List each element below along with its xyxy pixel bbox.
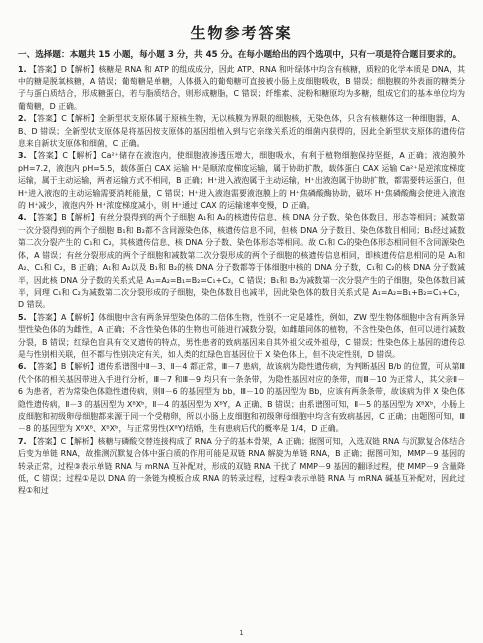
answer-number: 1.: [18, 64, 27, 74]
answer-number: 2.: [18, 114, 27, 124]
page-number: 1: [239, 629, 244, 637]
answer-text: 【答案】D【解析】核糖是 RNA 和 ATP 的组成成分，因此 ATP、RNA 和叶绿体中均含有核糖，质粒的化学本质是 DNA，其中的糖是脱氧核糖，A 错误；葡萄糖是单糖，人体摄入的葡萄糖可直接被小肠上皮细胞吸收，B 错误；细胞膜的外表面的糖类分子与蛋白质结合，形成糖蛋白，若与脂质结合，则形成糖脂，C 错误；纤维素、淀粉和糖原均为多糖，组成它们的基本单位均为葡萄糖，D 正确。: [18, 64, 465, 111]
answer-text: 【答案】B【解析】有丝分裂得到的两个子细胞 A₁和 A₂的核遗传信息、核 DNA 分子数、染色体数目、形态等相同；减数第一次分裂得到的两个子细胞 B₁和 B₂都不含同源染色体，核遗传信息不同，但核 DNA 分子数目、染色体数目相同；B₁经过减数第二次分裂产生的 C₁和 C₂，其核遗传信息、核 DNA 分子数、染色体形态等相同。故 C₁和 C₂的染色体形态相同但不含同源染色体，A 错误；有丝分裂形成的两个子细胞和减数第二次分裂形成的两个子细胞的核遗传信息相同，即核遗传信息相同的是 A₁和 A₂、C₁和 C₂，B 正确；A₁和 A₂以及 B₁和 B₂的核 DNA 分子数都等于体细胞中核的 DNA 分子数，C₁和 C₂的核 DNA 分子数减半，因此核 DNA 分子数的关系式是 A₁=A₂=B₁=B₂=C₁+C₂，C 错误；B₁和 B₂为减数第一次分裂产生的子细胞，染色体数目减半，同理 C₁和 C₂为减数第二次分裂形成的子细胞，染色体数目也减半，因此染色体的数目关系式是 A₁=A₂=B₁+B₂=C₁+C₂，D 错误。: [18, 213, 465, 310]
answer-number: 7.: [18, 436, 27, 446]
answer-item-3: [18, 150, 465, 212]
answer-item-6: [18, 361, 465, 435]
answer-item-7: [18, 436, 465, 498]
answer-text: 【答案】C【解析】核糖与磷酸交替连接构成了 RNA 分子的基本骨架，A 正确；据图可知，入选双链 RNA 与沉默复合体结合后变为单链 RNA，故推测沉默复合体中蛋白质的作用可能是双链 RNA 解旋为单链 RNA，B 正确；据图可知，MMP－9 基因的转录正常，过程③表示单链 RNA 与 mRNA 互补配对，形成的双链 RNA 干扰了 MMP－9 基因的翻译过程，使 MMP－9 含量降低，C 错误；过程①是以 DNA 的一条链为模板合成 RNA 的转录过程，过程③表示单链 RNA 与 mRNA 碱基互补配对，因此过程①和过: [18, 436, 465, 496]
answer-text: 【答案】C【解析】Ca²⁺储存在液泡内，使细胞液渗透压增大，细胞吸水，有利于植物细胞保持坚挺，A 正确；液泡膜外 pH=7.2，液泡内 pH=5.5，载体蛋白 CAX 运输 H⁺是顺浓度梯度运输，属于协助扩散，载体蛋白 CAX 运输 Ca²⁺是逆浓度梯度运输，属于主动运输，两者运输方式不相同，B 正确；H⁺进入液泡属于主动运输，H⁺出液泡属于协助扩散，都需要转运蛋白，但 H⁺进入液泡的主动运输需要消耗能量，C 错误；H⁺进入液泡需要液泡膜上的 H⁺焦磷酸酶协助，破坏 H⁺焦磷酸酶会使进入液泡的 H⁺减少，液泡内外 H⁺浓度梯度减小，则 H⁺通过 CAX 的运输速率变慢，D 正确。: [18, 151, 465, 211]
page-title: 生物参考答案: [190, 24, 293, 42]
answer-text: 【答案】B【解析】遗传系谱图中Ⅱ－3、Ⅱ－4 都正常，Ⅲ－7 患病，故该病为隐性遗传病，为判断基因 B/b 的位置，可从第Ⅲ代个体的相关基因带进入手进行分析，Ⅲ－7 和Ⅲ－9 均只有一条条带，为隐性基因对应的条带，而Ⅲ－10 为正常人，其父亲Ⅱ－6 为患者，若为常染色体隐性遗传病，则Ⅱ－6 的基因型为 bb，Ⅲ－10 的基因型为 Bb，应该有两条条带，故该病为伴 X 染色体隐性遗传病，Ⅱ－3 的基因型为 XᴮXᵇ，Ⅱ－4 的基因型为 XᴮY，A 正确、B 错误；由系谱图可知，Ⅱ－5 的基因型为 XᴮXᵇ，小肠上皮细胞和初级卵母细胞都来源于同一个受精卵，所以小肠上皮细胞和初级卵母细胞中均含有致病基因，C 正确；由题图可知，Ⅲ－8 的基因型为 XᴮXᴮ、XᴮXᵇ，与正常男性(XᴮY)结婚，生有患病后代的概率是 1/4，D 正确。: [18, 362, 465, 434]
answer-number: 5.: [18, 312, 27, 322]
answer-number: 6.: [18, 362, 27, 372]
answer-number: 3.: [18, 151, 27, 161]
answer-text: 【答案】A【解析】体细胞中含有两条异型染色体的二倍体生物，性别不一定是雄性，例如，ZW 型生物体细胞中含有两条异型性染色体的为雌性，A 正确；不含性染色体的生物也可能进行减数分裂，如雌雄同体的植物，不含性染色体，但可以进行减数分裂，B 错误；红绿色盲具有交叉遗传的特点，男性患者的致病基因来自其外祖父或外祖母，C 错误；性染色体上基因的遗传总是与性别相关联，但不都与性别决定有关，如人类的红绿色盲基因位于 X 染色体上，但不决定性别，D 错误。: [18, 312, 465, 359]
answer-item-4: [18, 212, 465, 311]
section-heading: 一、选择题：本题共 15 小题，每小题 3 分，共 45 分。在每小题给出的四个选项中，只有一项是符合题目要求的。: [18, 50, 462, 60]
answer-item-2: [18, 113, 465, 150]
answer-text: 【答案】C【解析】全新型状支原体属于原核生物，无以核膜为界限的细胞核，无染色体，只含有核糖体这一种细胞器，A、B、D 错误；全新型状支原体是将基因按支原体的基因组植入到与它亲缘关系近的细菌内获得的，因此全新型状支原体的遗传信息来自新状支原体和细菌，C 正确。: [18, 114, 465, 149]
answer-item-1: [18, 64, 465, 114]
answer-item-5: [18, 312, 465, 362]
answer-number: 4.: [18, 213, 27, 223]
